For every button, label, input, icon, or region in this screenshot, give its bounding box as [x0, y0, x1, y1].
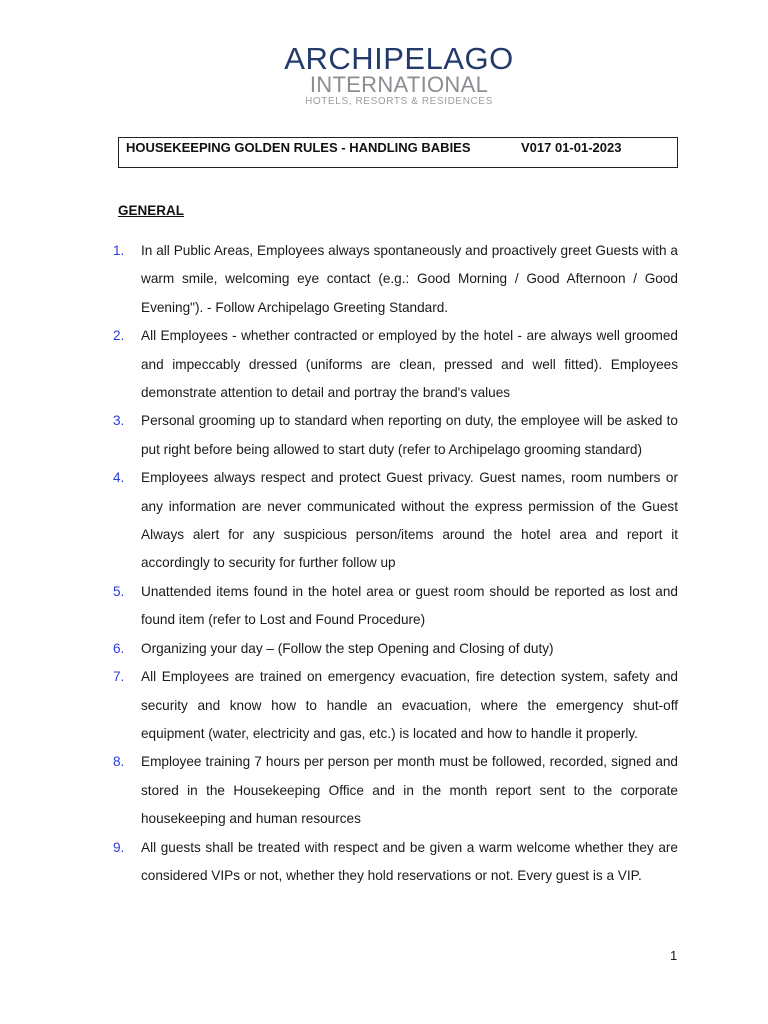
rule-number: 4.: [113, 470, 125, 486]
rule-number: 8.: [113, 754, 125, 770]
rule-item: [113, 322, 678, 407]
rule-number: 1.: [113, 243, 125, 258]
logo-wordmark: ARCHIPELAGO: [284, 41, 514, 76]
rule-text: All Employees are trained on emergency evacuation, fire detection system, safety and security and know how to handle an evacuation, where the emergency shut-off equipment (water, electricity and gas, etc.) is located and how to handle it properly.: [141, 669, 678, 741]
document-version: V017 01-01-2023: [521, 140, 622, 155]
rule-text: Employees always respect and protect Guest privacy. Guest names, room numbers or any information are never communicated without the express permission of the Guest Always alert for any suspicious person/items around the hotel area and report it accordingly to security for further follow up: [141, 470, 678, 571]
rule-item: [113, 578, 678, 635]
rule-number: 9.: [113, 839, 125, 855]
logo-tagline: HOTELS, RESORTS & RESIDENCES: [305, 96, 493, 107]
rule-item: [113, 635, 678, 663]
rule-item: [113, 663, 678, 748]
logo-subtitle: INTERNATIONAL: [309, 72, 489, 97]
rule-text: All Employees - whether contracted or employed by the hotel - are always well groomed and impeccably dressed (uniforms are clean, pressed and well fitted). Employees demonstrate attention to detail and portray the brand's values: [141, 328, 678, 401]
company-logo: [0, 42, 768, 108]
rule-text: Organizing your day – (Follow the step Opening and Closing of duty): [141, 640, 554, 656]
rule-text: Unattended items found in the hotel area or guest room should be reported as lost and found item (refer to Lost and Found Procedure): [141, 583, 678, 628]
rules-list: [113, 237, 678, 890]
rule-number: 3.: [113, 413, 125, 429]
rule-item: [113, 464, 678, 578]
rule-item: [113, 748, 678, 833]
rule-text: Employee training 7 hours per person per month must be followed, recorded, signed and stored in the Housekeeping Office and in the month report sent to the corporate housekeeping and human resources: [141, 754, 678, 827]
rule-item: [113, 834, 678, 891]
document-title: HOUSEKEEPING GOLDEN RULES - HANDLING BABIES: [126, 140, 471, 155]
section-heading: GENERAL: [118, 203, 185, 218]
rule-number: 5.: [113, 583, 125, 599]
rule-number: 6.: [113, 640, 125, 656]
rule-item: [113, 407, 678, 464]
rule-text: Personal grooming up to standard when reporting on duty, the employee will be asked to put right before being allowed to start duty (refer to Archipelago grooming standard): [141, 413, 678, 457]
rule-text: All guests shall be treated with respect and be given a warm welcome whether they are considered VIPs or not, whether they hold reservations or not. Every guest is a VIP.: [141, 839, 678, 883]
rule-item: [113, 237, 678, 322]
document-header-box: [118, 137, 678, 168]
rule-number: 7.: [113, 669, 125, 685]
rule-text: In all Public Areas, Employees always spontaneously and proactively greet Guests with a warm smile, welcoming eye contact (e.g.: Good Morning / Good Afternoon / Good Evening"). - Follow Archipelago Greeting Standard.: [141, 243, 678, 315]
rule-number: 2.: [113, 328, 125, 344]
page-number: 1: [670, 948, 678, 963]
